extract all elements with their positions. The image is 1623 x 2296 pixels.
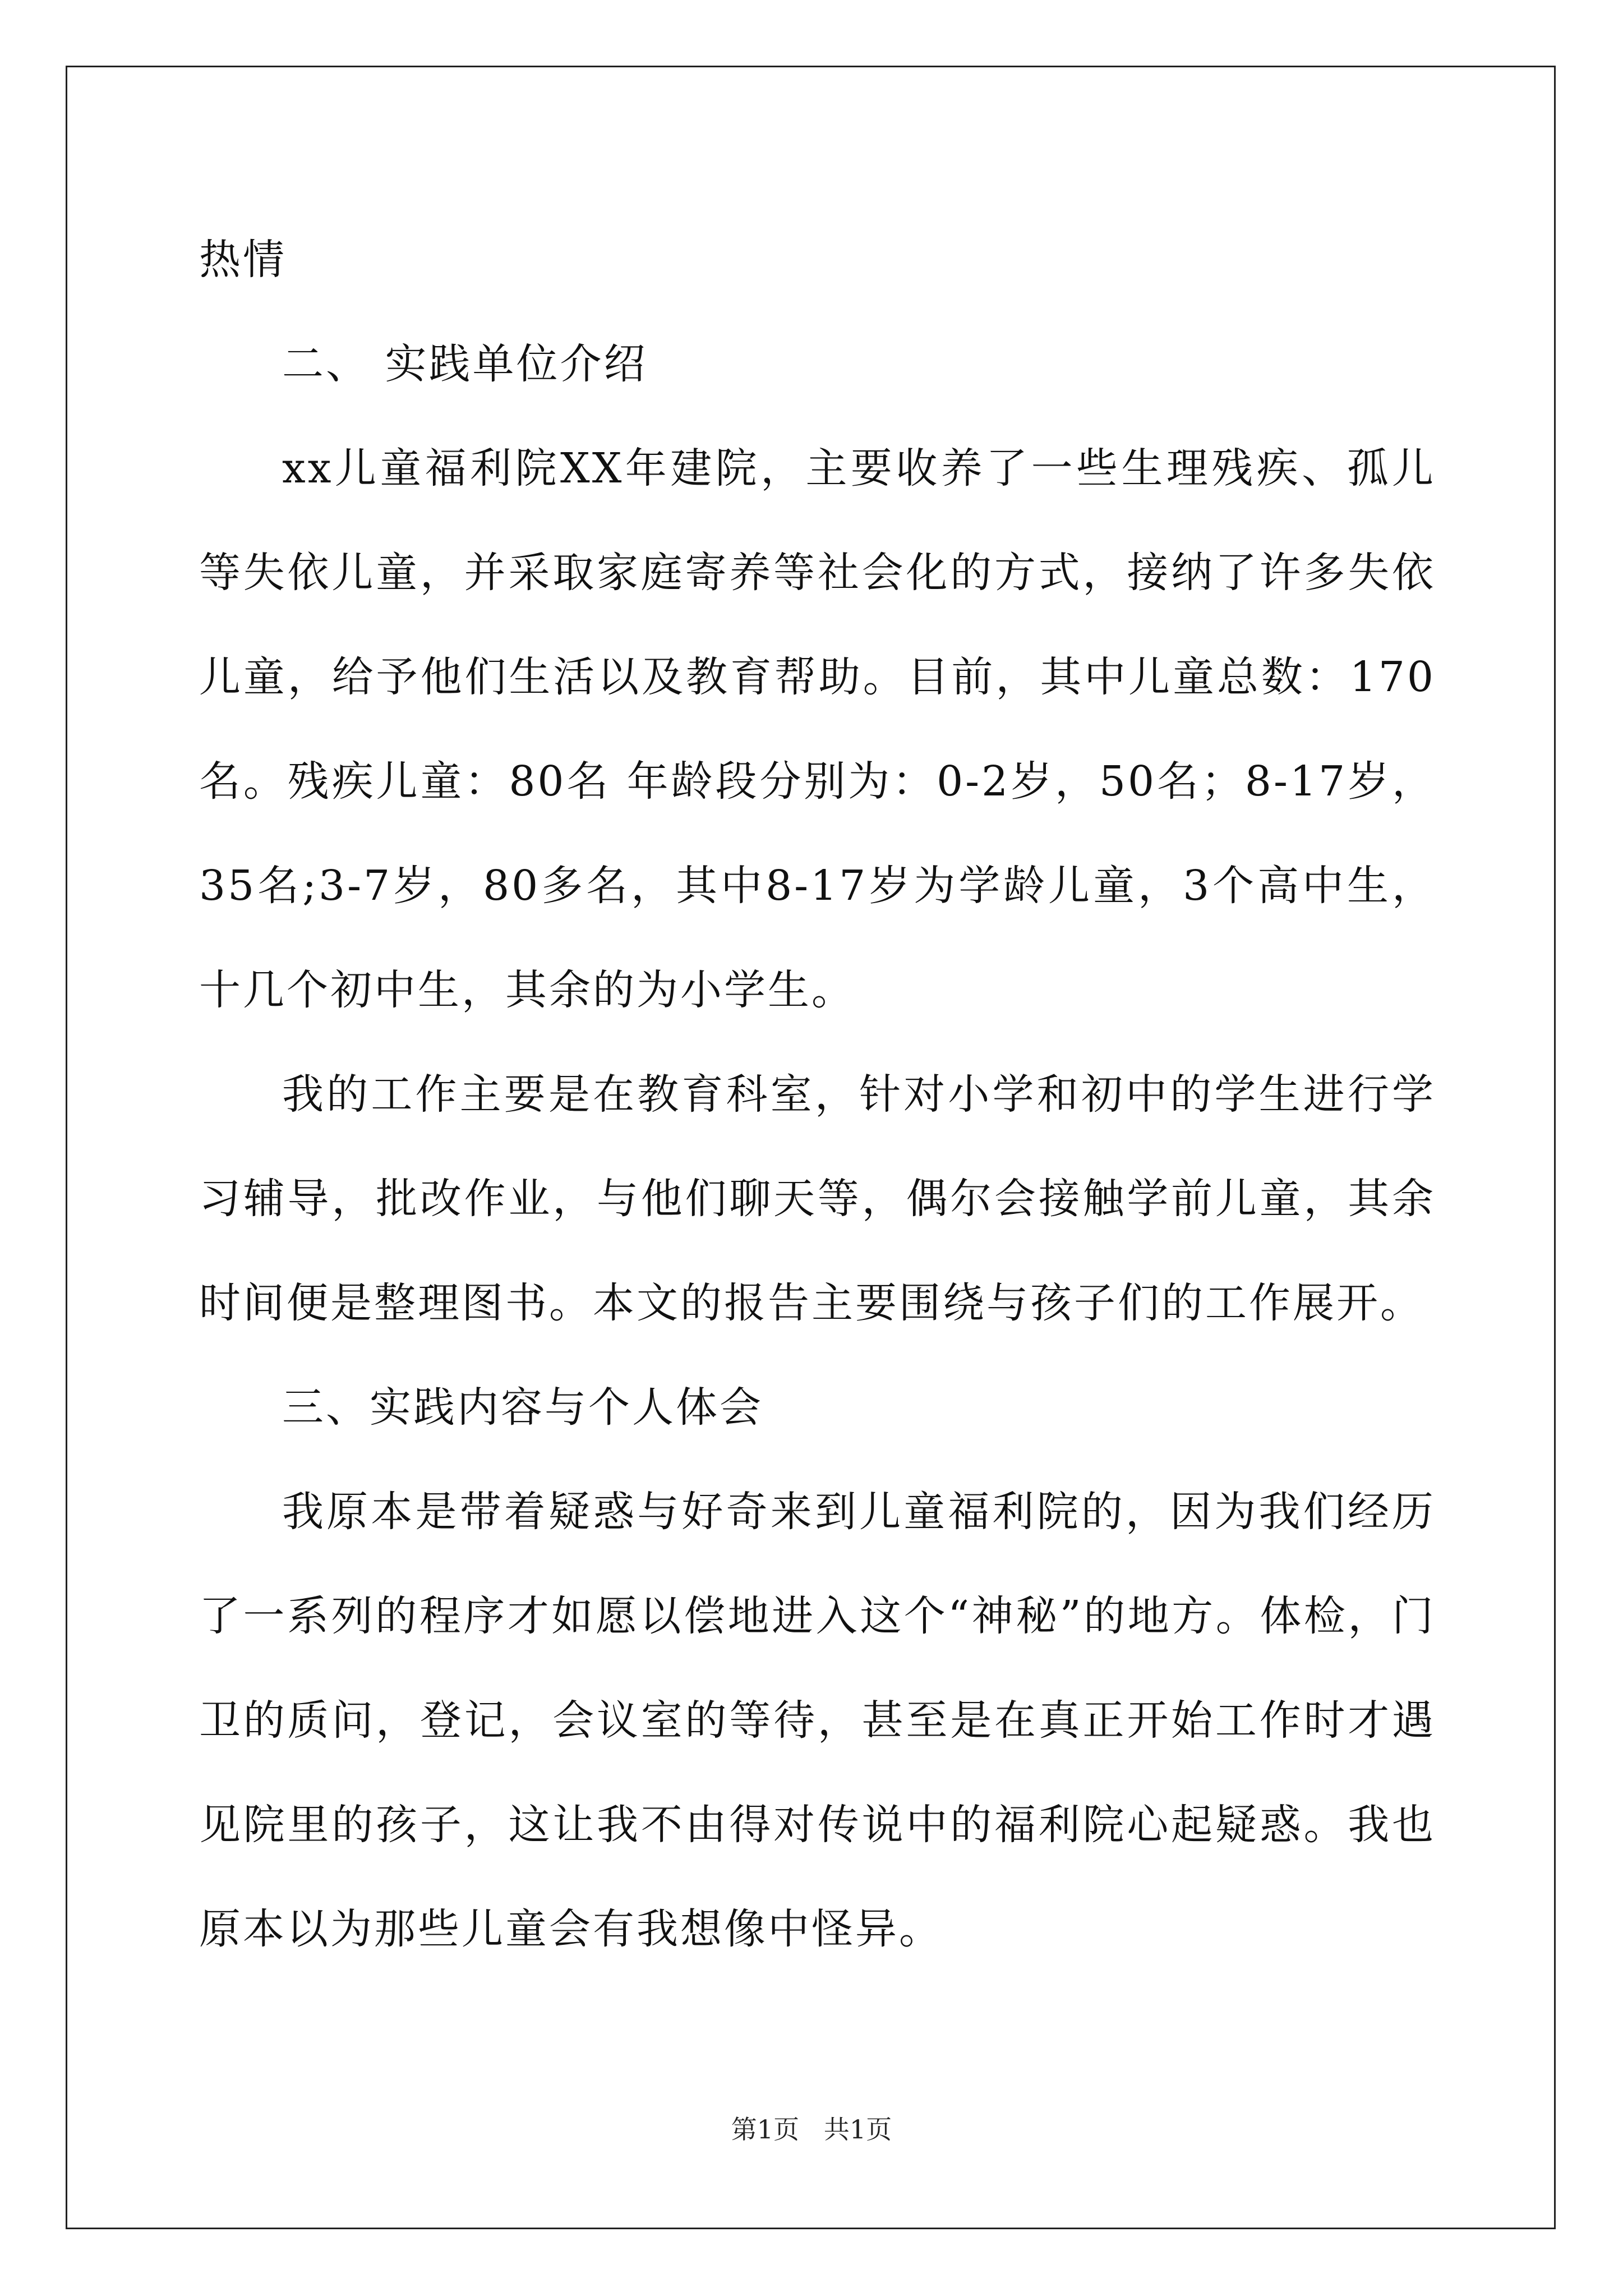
paragraph-unit-intro: xx儿童福利院XX年建院，主要收养了一些生理残疾、孤儿等失依儿童，并采取家庭寄养等社会化的方式，接纳了许多失依儿童，给予他们生活以及教育帮助。目前，其中儿童总数：170名。残疾儿童：80名 年龄段分别为：0-2岁，50名；8-17岁，35名;3-7岁，80多名，其中8-17岁为学龄儿童，3个高中生，十几个初中生，其余的为小学生。 (199, 444, 1436, 1014)
paragraph-personal-experience: 我原本是带着疑惑与好奇来到儿童福利院的，因为我们经历了一系列的程序才如愿以偿地进入这个“神秘”的地方。体检，门卫的质问，登记，会议室的等待，甚至是在真正开始工作时才遇见院里的孩子，这让我不由得对传说中的福利院心起疑惑。我也原本以为那些儿童会有我想像中怪异。 (199, 1488, 1436, 1953)
page-number-footer: 第1页 共1页 (731, 2114, 892, 2145)
section-heading-2: 二、 实践单位介绍 (282, 340, 648, 388)
paragraph-work-description: 我的工作主要是在教育科室，针对小学和初中的学生进行学习辅导，批改作业，与他们聊天等，偶尔会接触学前儿童，其余时间便是整理图书。本文的报告主要围绕与孩子们的工作展开。 (199, 1070, 1436, 1327)
section-heading-3: 三、实践内容与个人体会 (282, 1383, 763, 1432)
document-body (199, 208, 1436, 1981)
paragraph-continuation: 热情 (199, 236, 287, 284)
